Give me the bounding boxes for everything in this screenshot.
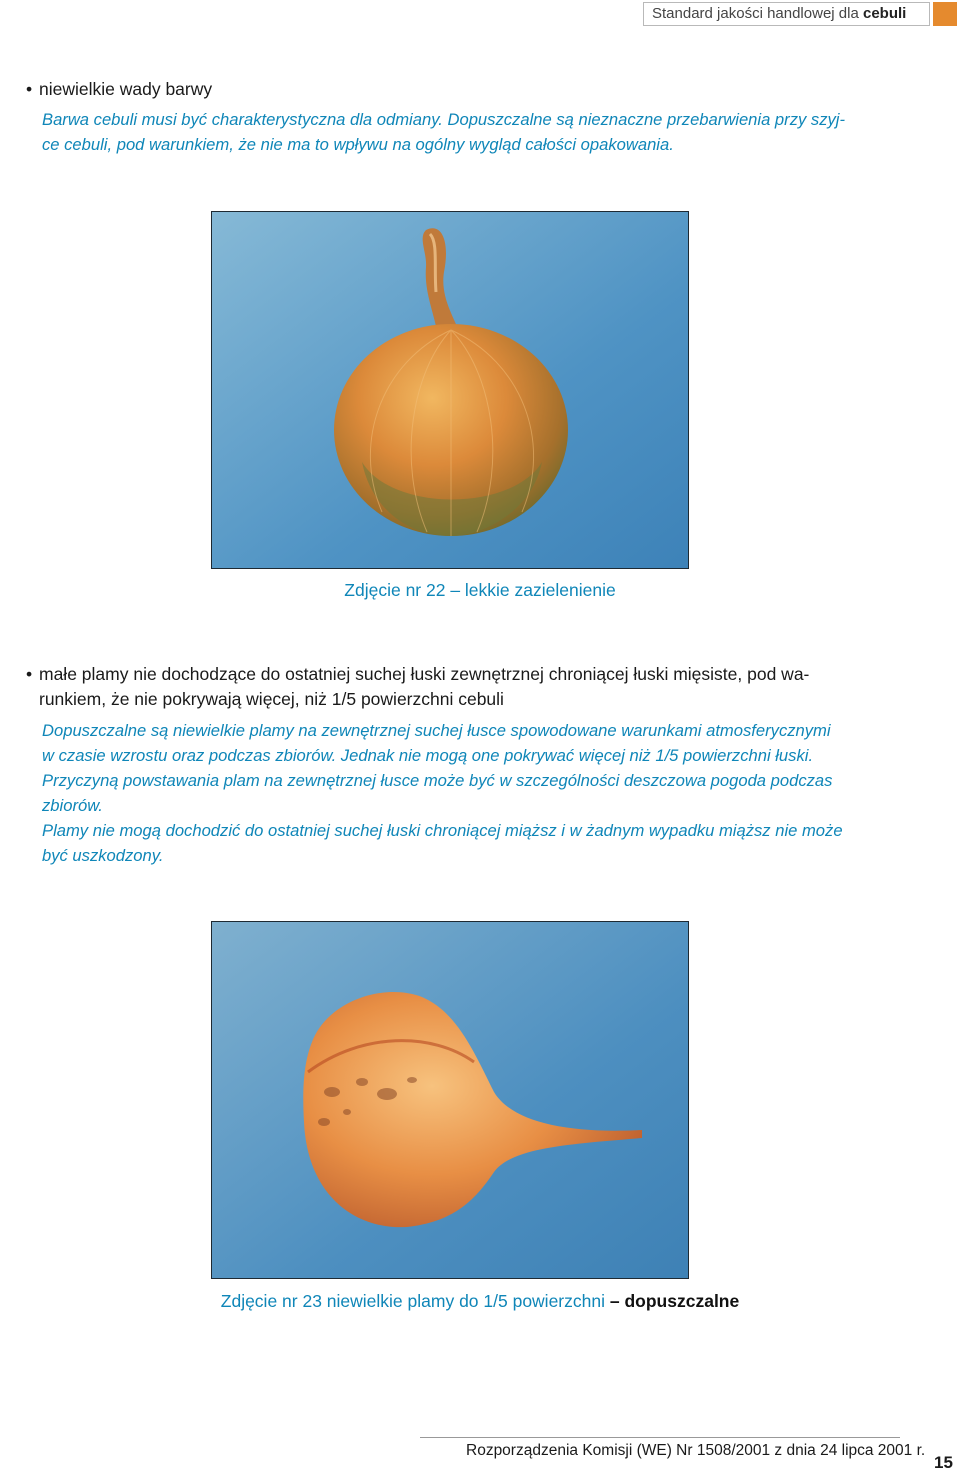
onion-photo-23: [211, 921, 689, 1279]
caption-acceptable: dopuszczalne: [624, 1291, 740, 1311]
footer-citation: Rozporządzenia Komisji (WE) Nr 1508/2001 z dnia 24 lipca 2001 r.: [466, 1442, 926, 1459]
paragraph-line: Barwa cebuli musi być charakterystyczna dla odmiany. Dopuszczalne są nieznaczne przebarwienia przy szyj-: [42, 110, 845, 129]
header-accent-tab: [933, 2, 957, 26]
paragraph-line: ce cebuli, pod warunkiem, że nie ma to wpływu na ogólny wygląd całości opakowania.: [42, 135, 674, 154]
bullet-text: niewielkie wady barwy: [39, 79, 213, 99]
section2-paragraph: [42, 718, 843, 868]
bullet-text-line: runkiem, że nie pokrywają więcej, niż 1/5 powierzchni cebuli: [39, 689, 504, 709]
paragraph-line: być uszkodzony.: [42, 846, 164, 865]
photo-23-caption: [0, 1289, 960, 1313]
footer-rule: [420, 1437, 900, 1438]
running-header: [643, 2, 930, 26]
paragraph-line: w czasie wzrostu oraz podczas zbiorów. Jednak nie mogą one pokrywać więcej niż 1/5 powierzchni łuski.: [42, 746, 814, 765]
page-number: 15: [934, 1453, 953, 1472]
bullet-dot-icon: •: [26, 79, 33, 99]
header-title-bold: cebuli: [862, 5, 907, 22]
onion-photo-spots: [212, 922, 689, 1279]
bullet-color-defects: [26, 77, 212, 102]
caption-main: Zdjęcie nr 23 niewielkie plamy do 1/5 powierzchni: [220, 1291, 605, 1311]
paragraph-line: zbiorów.: [42, 796, 103, 815]
caption-dash: –: [609, 1291, 620, 1311]
paragraph-line: Dopuszczalne są niewielkie plamy na zewnętrznej suchej łusce spowodowane warunkami atmosferycznymi: [42, 721, 831, 740]
paragraph-line: Plamy nie mogą dochodzić do ostatniej suchej łuski chroniącej miąższ i w żadnym wypadku miąższ nie może: [42, 821, 843, 840]
bullet-text-line: małe plamy nie dochodzące do ostatniej suchej łuski zewnętrznej chroniącej łuski mięsiste, pod wa-: [39, 664, 810, 684]
header-title-prefix: Standard jakości handlowej dla: [652, 5, 859, 22]
section1-paragraph: [42, 107, 845, 157]
onion-photo-green: [212, 212, 689, 569]
paragraph-line: Przyczyną powstawania plam na zewnętrznej łusce może być w szczególności deszczowa pogoda podczas: [42, 771, 833, 790]
onion-photo-22: [211, 211, 689, 569]
photo-22-caption: Zdjęcie nr 22 – lekkie zazielenienie: [344, 580, 616, 600]
bullet-dot-icon: •: [26, 664, 33, 684]
bullet-small-spots: [26, 662, 906, 712]
